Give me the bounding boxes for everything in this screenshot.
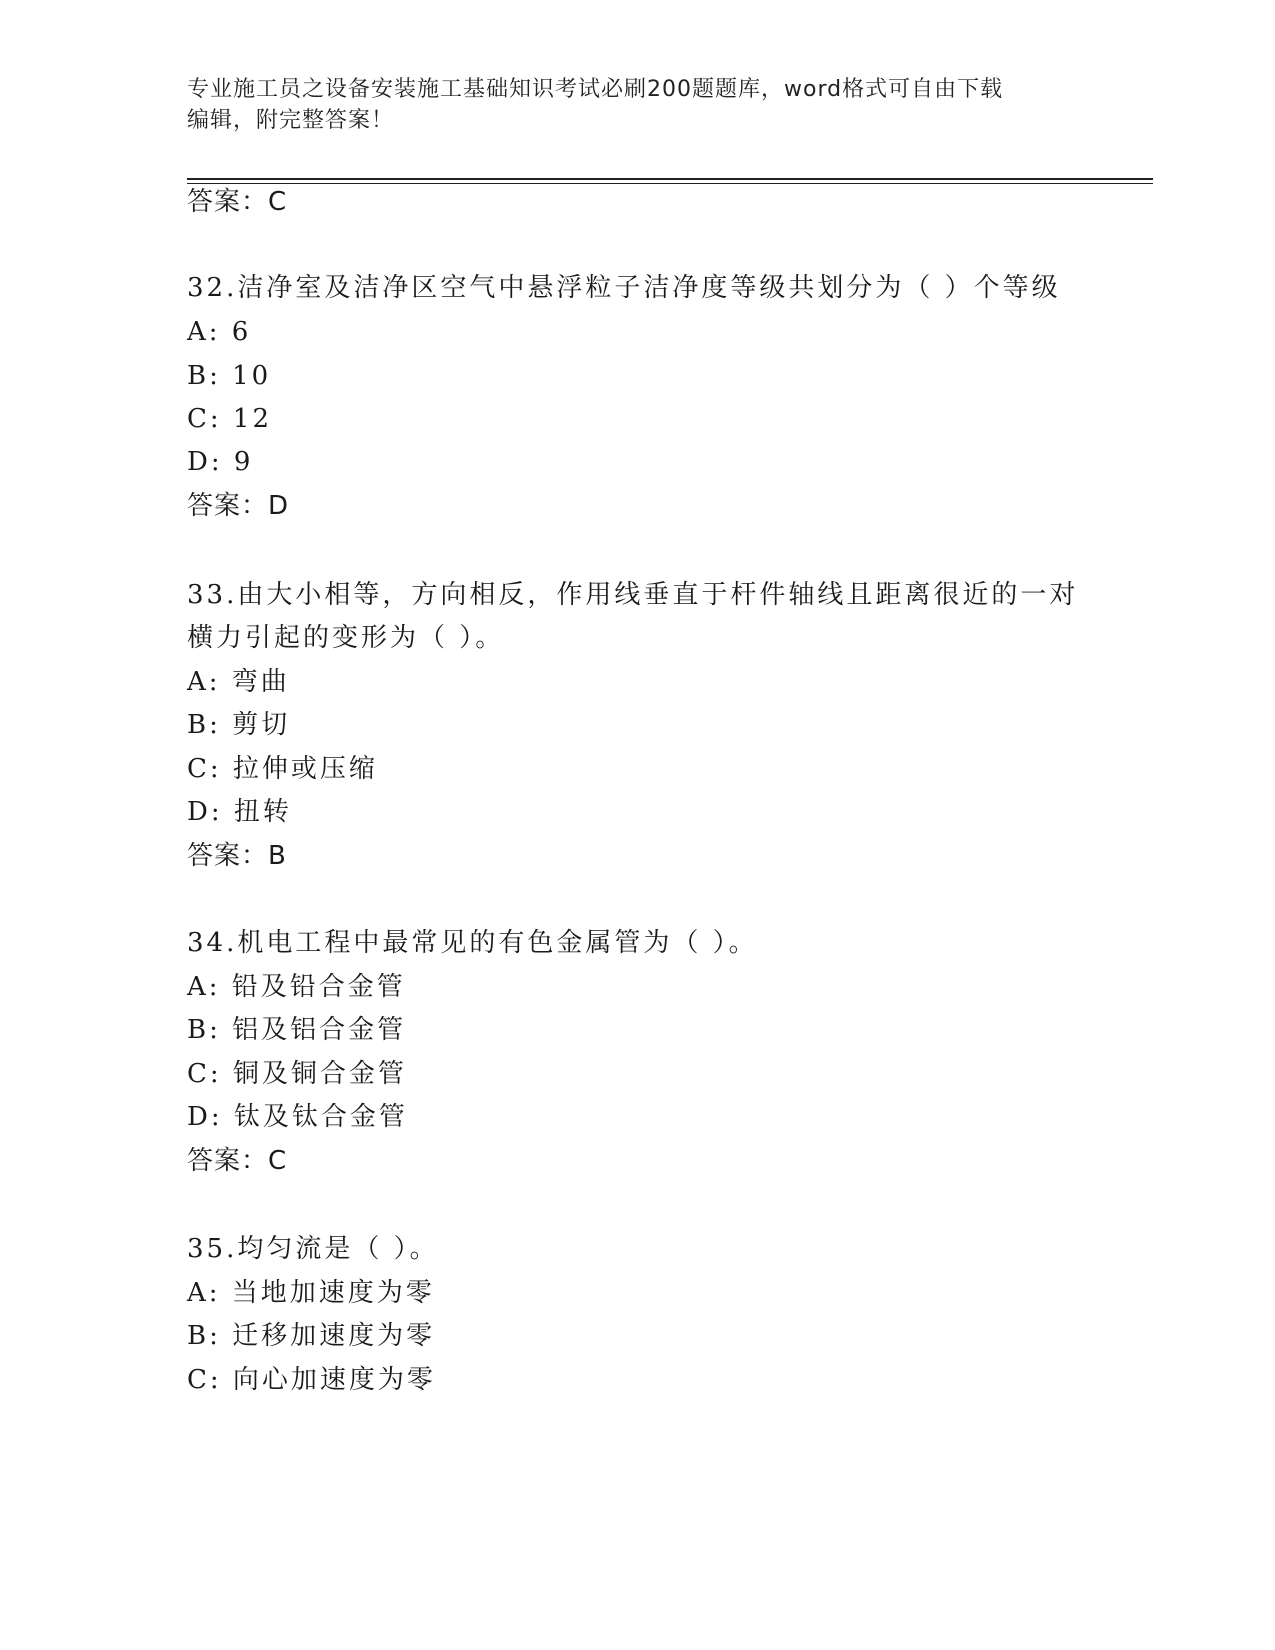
option-a: A: 当地加速度为零: [187, 1278, 435, 1308]
question-stem: 33.由大小相等，方向相反，作用线垂直于杆件轴线且距离很近的一对: [187, 580, 1079, 610]
header-divider-thin: [187, 183, 1153, 184]
option-c: C: 铜及铜合金管: [187, 1059, 407, 1089]
header-line-2: 编辑，附完整答案！: [187, 108, 395, 133]
question-stem: 35.均匀流是（ ）。: [187, 1234, 439, 1264]
option-d: D: 扭转: [187, 797, 292, 827]
option-c: C: 拉伸或压缩: [187, 754, 378, 784]
option-a: A: 弯曲: [187, 667, 290, 697]
question-stem-continued: 横力引起的变形为（ ）。: [187, 623, 505, 653]
question-stem: 34.机电工程中最常见的有色金属管为（ ）。: [187, 928, 758, 958]
option-c: C: 12: [187, 404, 273, 434]
answer-text: 答案：C: [187, 1146, 288, 1176]
answer-text: 答案：D: [187, 491, 290, 521]
question-stem: 32.洁净室及洁净区空气中悬浮粒子洁净度等级共划分为（ ）个等级: [187, 273, 1061, 303]
option-a: A: 铅及铅合金管: [187, 972, 406, 1002]
option-d: D: 9: [187, 447, 254, 477]
option-b: B: 迁移加速度为零: [187, 1321, 436, 1351]
option-c: C: 向心加速度为零: [187, 1365, 436, 1395]
option-b: B: 剪切: [187, 710, 291, 740]
header-line-1: 专业施工员之设备安装施工基础知识考试必刷200题题库，word格式可自由下载: [187, 77, 1004, 102]
option-b: B: 10: [187, 361, 272, 391]
answer-text: 答案：B: [187, 841, 287, 871]
option-a: A: 6: [187, 317, 252, 347]
option-d: D: 钛及钛合金管: [187, 1102, 408, 1132]
option-b: B: 铝及铝合金管: [187, 1015, 407, 1045]
header-divider-thick: [187, 178, 1153, 180]
document-header: [187, 74, 1067, 136]
answer-text: 答案：C: [187, 187, 288, 217]
